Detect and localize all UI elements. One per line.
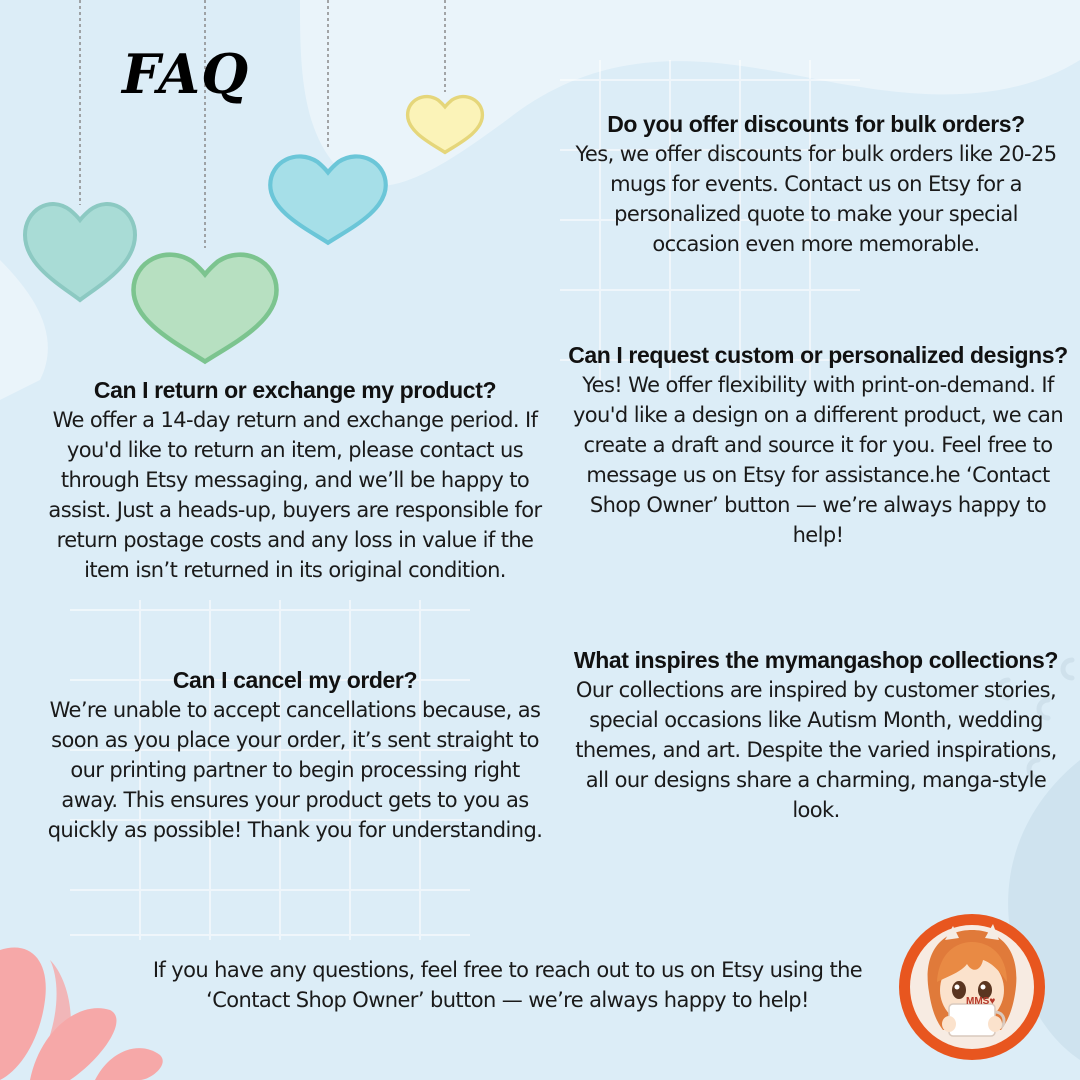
page-title: FAQ xyxy=(122,42,250,106)
faq-question: Can I request custom or personalized designs? xyxy=(568,342,1068,368)
mug-label: MMS♥ xyxy=(966,996,996,1007)
faq-item-custom-designs xyxy=(568,340,1068,550)
faq-item-collection-inspiration xyxy=(566,645,1066,825)
faq-item-bulk-discounts xyxy=(572,109,1060,259)
footer-contact-note: If you have any questions, feel free to reach out to us on Etsy using the ‘Contact Shop Owner’ button — we’re always happy to help! xyxy=(152,958,863,1012)
faq-answer: Yes, we offer discounts for bulk orders like 20-25 mugs for events. Contact us on Etsy for a personalized quote to make your special occasion even more memorable. xyxy=(575,142,1057,256)
heart-blue xyxy=(270,156,386,242)
faq-answer: We offer a 14-day return and exchange period. If you'd like to return an item, please contact us through Etsy messaging, and we’ll be happy to assist. Just a heads-up, buyers are responsible for return postage costs and any loss in value if the item isn’t returned in its original condition. xyxy=(48,408,542,582)
coral-leaves xyxy=(0,947,163,1080)
faq-answer: We’re unable to accept cancellations because, as soon as you place your order, it’s sent straight to our printing partner to begin processing right away. This ensures your product gets to you as quickly as possible! Thank you for understanding. xyxy=(47,698,543,842)
faq-answer: Yes! We offer flexibility with print-on-demand. If you'd like a design on a different product, we can create a draft and source it for you. Feel free to message us on Etsy for assistance.he ‘Contact Shop Owner’ button — we’re always happy to help! xyxy=(572,373,1064,547)
heart-green xyxy=(134,255,277,362)
faq-answer: Our collections are inspired by customer stories, special occasions like Autism Month, wedding themes, and art. Despite the varied inspirations, all our designs share a charming, manga-style look. xyxy=(575,678,1057,822)
faq-question: What inspires the mymangashop collections? xyxy=(573,647,1059,673)
manga-girl-avatar-icon xyxy=(897,912,1047,1062)
heart-teal xyxy=(25,204,135,300)
faq-item-cancel-order xyxy=(40,665,550,845)
faq-question: Do you offer discounts for bulk orders? xyxy=(607,111,1025,137)
faq-question: Can I return or exchange my product? xyxy=(93,377,497,403)
faq-item-return-exchange xyxy=(40,375,550,585)
faq-question: Can I cancel my order? xyxy=(172,667,418,693)
